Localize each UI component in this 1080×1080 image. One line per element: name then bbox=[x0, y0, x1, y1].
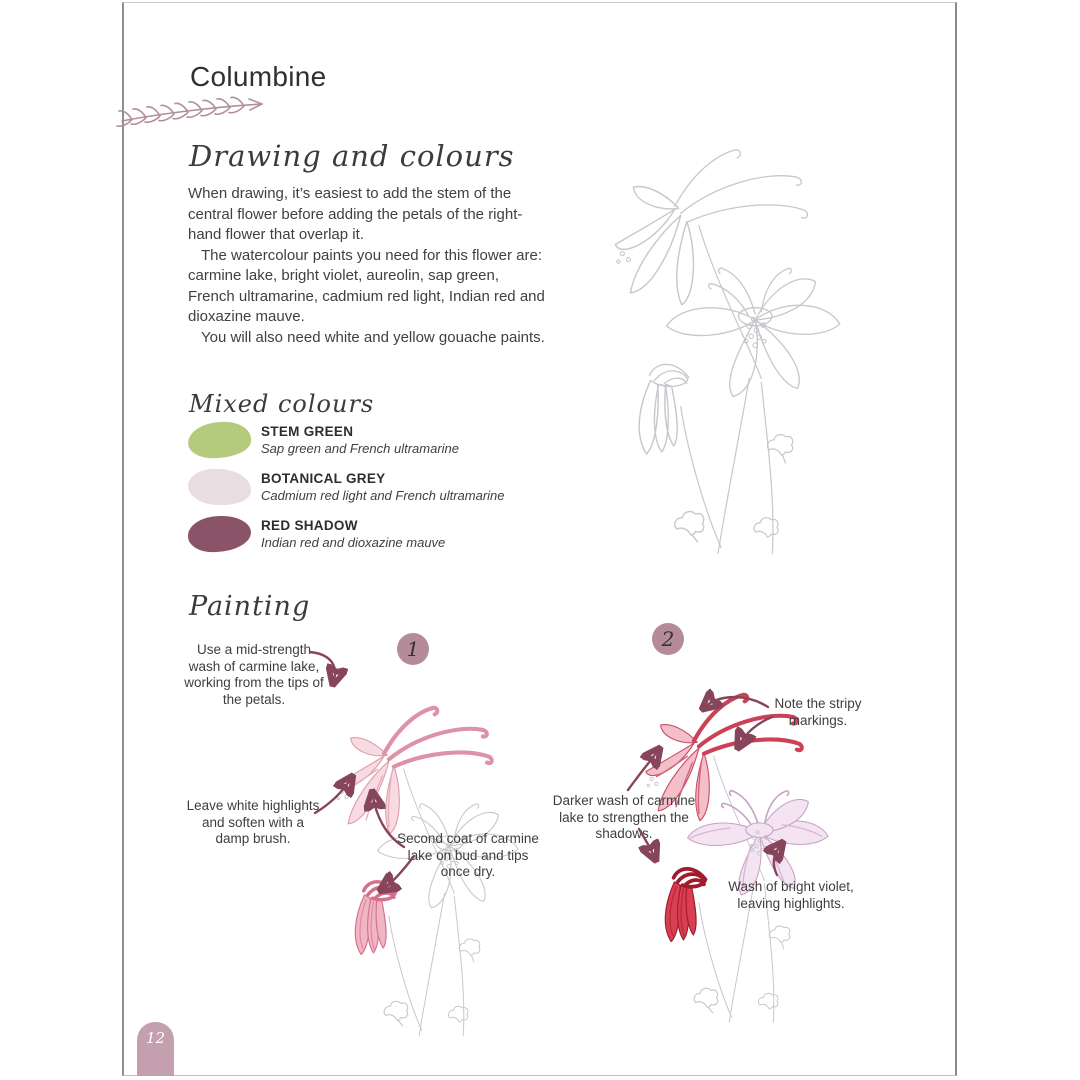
mixed-colours-list bbox=[188, 421, 558, 562]
intro-text bbox=[188, 184, 548, 348]
heading-drawing-and-colours: Drawing and colours bbox=[189, 139, 515, 173]
swatch-row-stem-green bbox=[188, 421, 558, 458]
swatch-name: STEM GREEN bbox=[261, 423, 354, 439]
annotation-darker-wash: Darker wash of carmine lake to strengthen the shadows. bbox=[552, 793, 696, 841]
swatch-row-botanical-grey bbox=[188, 468, 558, 505]
swatch-row-red-shadow bbox=[188, 515, 558, 552]
red-shadow-swatch bbox=[188, 515, 252, 552]
stem-green-swatch bbox=[187, 420, 251, 458]
annotation-stripy-markings: Note the stripy markings. bbox=[774, 696, 862, 728]
swatch-recipe: Cadmium red light and French ultramarine bbox=[261, 487, 505, 503]
annotation-carmine-wash: Use a mid-strength wash of carmine lake, working from the tips of the petals. bbox=[184, 642, 324, 707]
heading-mixed-colours: Mixed colours bbox=[189, 390, 375, 418]
botanical-grey-swatch bbox=[188, 468, 252, 506]
gouache-paragraph: You will also need white and yellow gouache paints. bbox=[201, 328, 545, 346]
annotation-white-highlights: Leave white highlights and soften with a damp brush. bbox=[186, 798, 320, 846]
step2-number-badge: 2 bbox=[652, 623, 684, 655]
vine-ornament-icon bbox=[118, 97, 266, 131]
swatch-recipe: Sap green and French ultramarine bbox=[261, 440, 460, 456]
pencil-sketch-illustration bbox=[568, 72, 870, 556]
paints-paragraph: The watercolour paints you need for this flower are: carmine lake, bright violet, aureolin, sap green, French ultramarine, cadmium red light, Indian red and dioxazine mauve. bbox=[188, 246, 545, 325]
swatch-name: RED SHADOW bbox=[261, 517, 358, 533]
swatch-recipe: Indian red and dioxazine mauve bbox=[261, 534, 446, 550]
swatch-name: BOTANICAL GREY bbox=[261, 470, 386, 486]
annotation-second-coat: Second coat of carmine lake on bud and tips once dry. bbox=[397, 831, 539, 879]
page-number-tab bbox=[137, 1022, 174, 1076]
intro-paragraph: When drawing, it’s easiest to add the stem of the central flower before adding the petals of the right-hand flower that overlap it. bbox=[188, 185, 523, 243]
step1-number-badge: 1 bbox=[397, 633, 429, 665]
heading-painting: Painting bbox=[189, 591, 311, 622]
page-title: Columbine bbox=[190, 61, 327, 92]
annotation-bright-violet: Wash of bright violet, leaving highlights. bbox=[728, 879, 854, 911]
page-number: 12 bbox=[145, 1029, 166, 1047]
